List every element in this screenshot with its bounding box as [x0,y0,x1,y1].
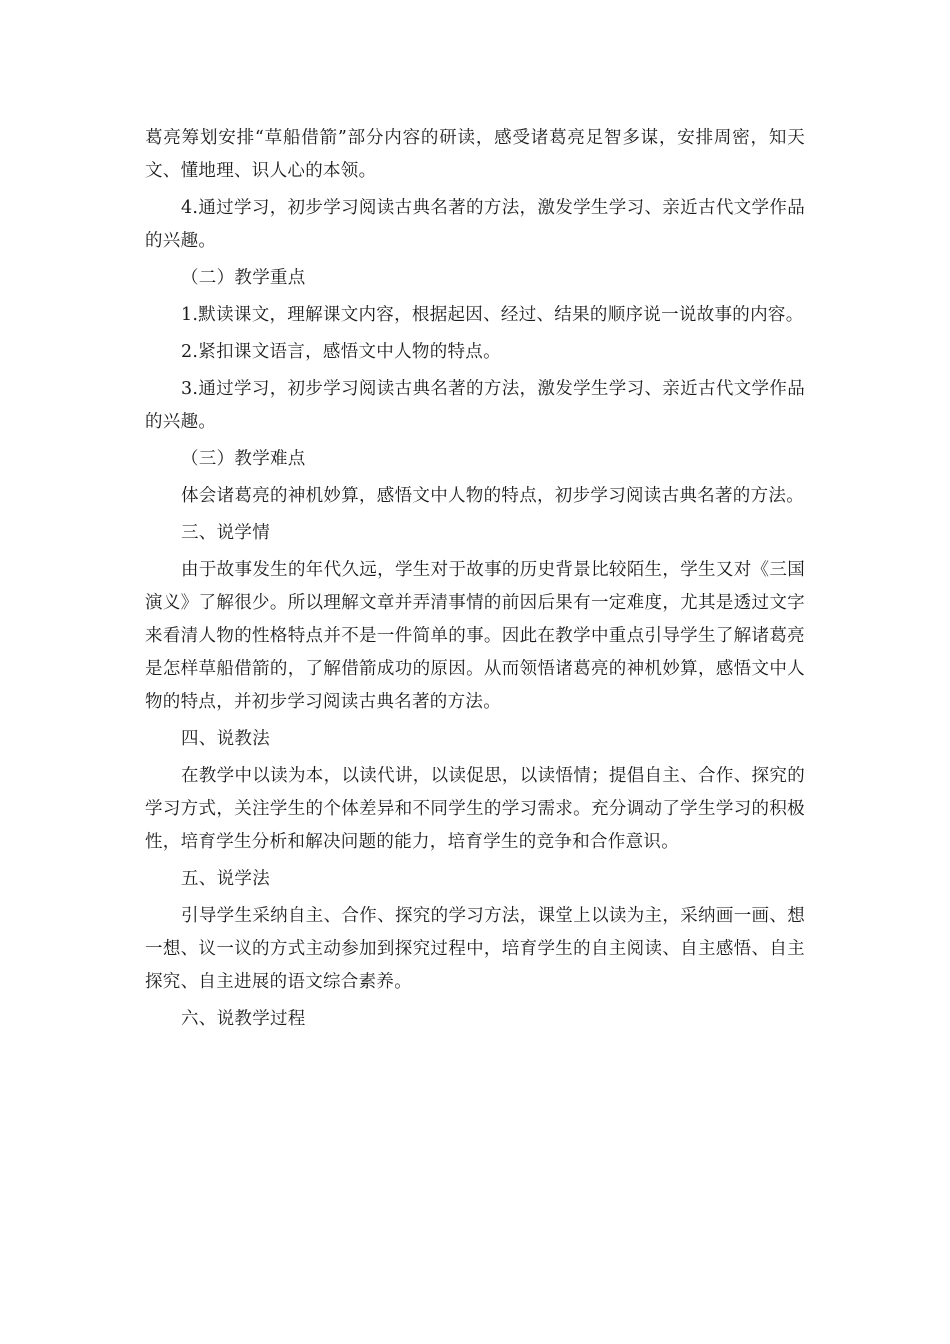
paragraph-learning-method: 引导学生采纳自主、合作、探究的学习方法，课堂上以读为主，采纳画一画、想一想、议一议的方式主动参加到探究过程中，培育学生的自主阅读、自主感悟、自主探究、自主进展的语文综合素养。 [145,906,805,992]
paragraph-difficulty: 体会诸葛亮的神机妙算，感悟文中人物的特点，初步学习阅读古典名著的方法。 [181,486,804,506]
paragraph-focus-1: 1.默读课文，理解课文内容，根据起因、经过、结果的顺序说一说故事的内容。 [181,305,804,325]
paragraph-goal-4: 4.通过学习，初步学习阅读古典名著的方法，激发学生学习、亲近古代文学作品的兴趣。 [145,198,805,251]
document-body [145,122,805,1040]
paragraph-focus-2: 2.紧扣课文语言，感悟文中人物的特点。 [181,342,501,362]
paragraph-focus-3: 3.通过学习，初步学习阅读古典名著的方法，激发学生学习、亲近古代文学作品的兴趣。 [145,379,805,432]
heading-teaching-method: 四、说教法 [181,729,270,749]
heading-student-situation: 三、说学情 [181,523,270,543]
paragraph-goal-3-continued: 葛亮筹划安排“草船借箭”部分内容的研读，感受诸葛亮足智多谋，安排周密，知天文、懂地理、识人心的本领。 [145,128,805,181]
heading-learning-method: 五、说学法 [181,869,270,889]
heading-teaching-difficulty: （三）教学难点 [181,449,306,469]
heading-teaching-focus: （二）教学重点 [181,268,306,288]
paragraph-teaching-method: 在教学中以读为本，以读代讲，以读促思，以读悟情；提倡自主、合作、探究的学习方式，关注学生的个体差异和不同学生的学习需求。充分调动了学生学习的积极性，培育学生分析和解决问题的能力，培育学生的竞争和合作意识。 [145,766,805,852]
heading-teaching-process: 六、说教学过程 [181,1009,306,1029]
paragraph-student-situation: 由于故事发生的年代久远，学生对于故事的历史背景比较陌生，学生又对《三国演义》了解很少。所以理解文章并弄清事情的前因后果有一定难度，尤其是透过文字来看清人物的性格特点并不是一件简单的事。因此在教学中重点引导学生了解诸葛亮是怎样草船借箭的，了解借箭成功的原因。从而领悟诸葛亮的神机妙算，感悟文中人物的特点，并初步学习阅读古典名著的方法。 [145,560,805,712]
